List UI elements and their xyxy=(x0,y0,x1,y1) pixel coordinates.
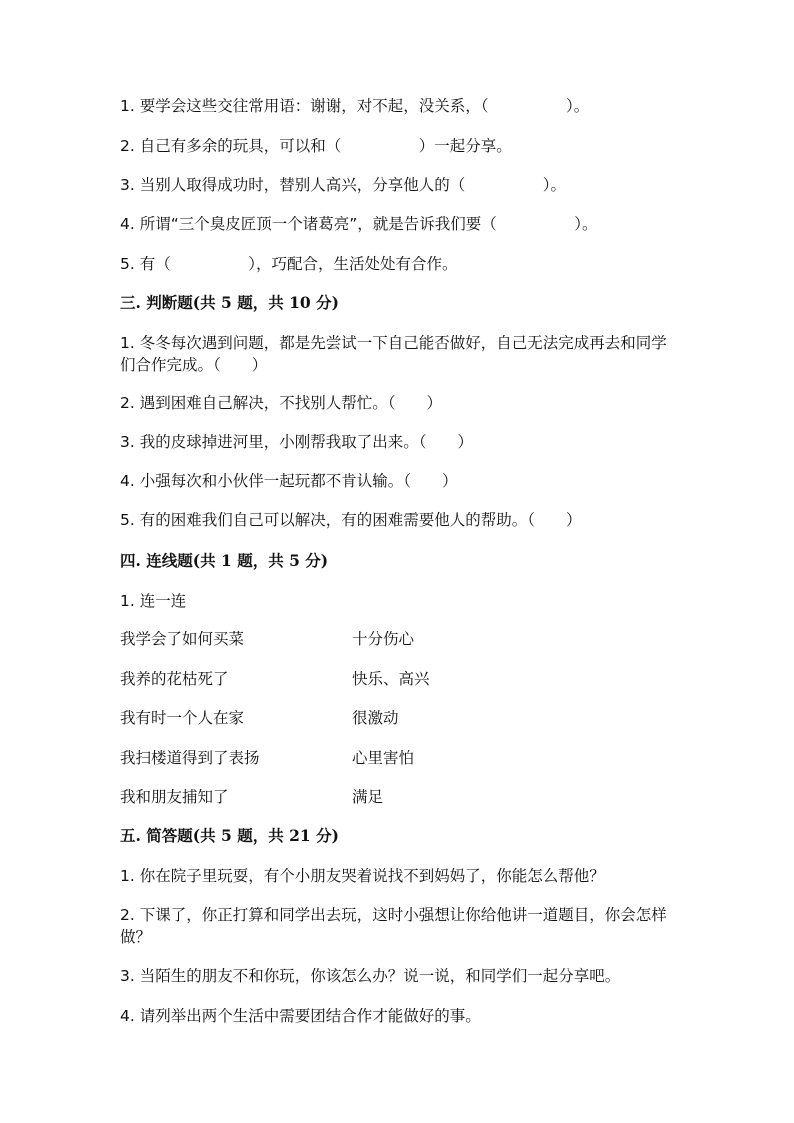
fill-blank-item-1: 1. 要学会这些交往常用语：谢谢，对不起，没关系，（ ）。 xyxy=(120,97,590,115)
matching-right-item: 心里害怕 xyxy=(352,749,415,767)
fill-blank-item-2: 2. 自己有多余的玩具，可以和（ ）一起分享。 xyxy=(120,137,512,155)
short-answer-item-3: 3. 当陌生的朋友不和你玩，你该怎么办？说一说，和同学们一起分享吧。 xyxy=(120,967,621,985)
fill-blank-item-3: 3. 当别人取得成功时，替别人高兴，分享他人的（ ）。 xyxy=(120,176,566,194)
matching-left-item: 我有时一个人在家 xyxy=(120,709,245,727)
matching-right-item: 快乐、高兴 xyxy=(352,670,430,688)
matching-left-item: 我和朋友捕知了 xyxy=(120,788,229,806)
matching-left-item: 我养的花枯死了 xyxy=(120,670,229,688)
matching-right-item: 很激动 xyxy=(352,709,399,727)
matching-right-item: 满足 xyxy=(352,788,384,806)
section-heading-judge: 三. 判断题(共 5 题，共 10 分) xyxy=(120,293,339,312)
section-heading-matching: 四. 连线题(共 1 题，共 5 分) xyxy=(120,551,329,570)
judge-item-4: 4. 小强每次和小伙伴一起玩都不肯认输。（ ） xyxy=(120,472,458,490)
matching-right-item: 十分伤心 xyxy=(352,630,415,648)
short-answer-item-1: 1. 你在院子里玩耍，有个小朋友哭着说找不到妈妈了，你能怎么帮他？ xyxy=(120,867,605,885)
judge-item-5: 5. 有的困难我们自己可以解决，有的困难需要他人的帮助。（ ） xyxy=(120,511,582,529)
fill-blank-item-4: 4. 所谓“三个臭皮匠顶一个诸葛亮”，就是告诉我们要（ ）。 xyxy=(120,215,598,233)
judge-item-1: 1. 冬冬每次遇到问题，都是先尝试一下自己能否做好，自己无法完成再去和同学们合作完成。（ ） xyxy=(120,334,667,374)
matching-prompt: 1. 连一连 xyxy=(120,592,187,610)
fill-blank-item-5: 5. 有（ ），巧配合，生活处处有合作。 xyxy=(120,255,458,273)
matching-left-item: 我扫楼道得到了表扬 xyxy=(120,749,260,767)
judge-item-2: 2. 遇到困难自己解决，不找别人帮忙。（ ） xyxy=(120,394,442,412)
judge-item-3: 3. 我的皮球掉进河里，小刚帮我取了出来。（ ） xyxy=(120,433,473,451)
short-answer-item-4: 4. 请列举出两个生活中需要团结合作才能做好的事。 xyxy=(120,1007,481,1025)
short-answer-item-2: 2. 下课了，你正打算和同学出去玩，这时小强想让你给他讲一道题目，你会怎样做？ xyxy=(120,906,667,946)
matching-left-item: 我学会了如何买菜 xyxy=(120,630,245,648)
section-heading-short-answer: 五. 简答题(共 5 题，共 21 分) xyxy=(120,826,339,845)
